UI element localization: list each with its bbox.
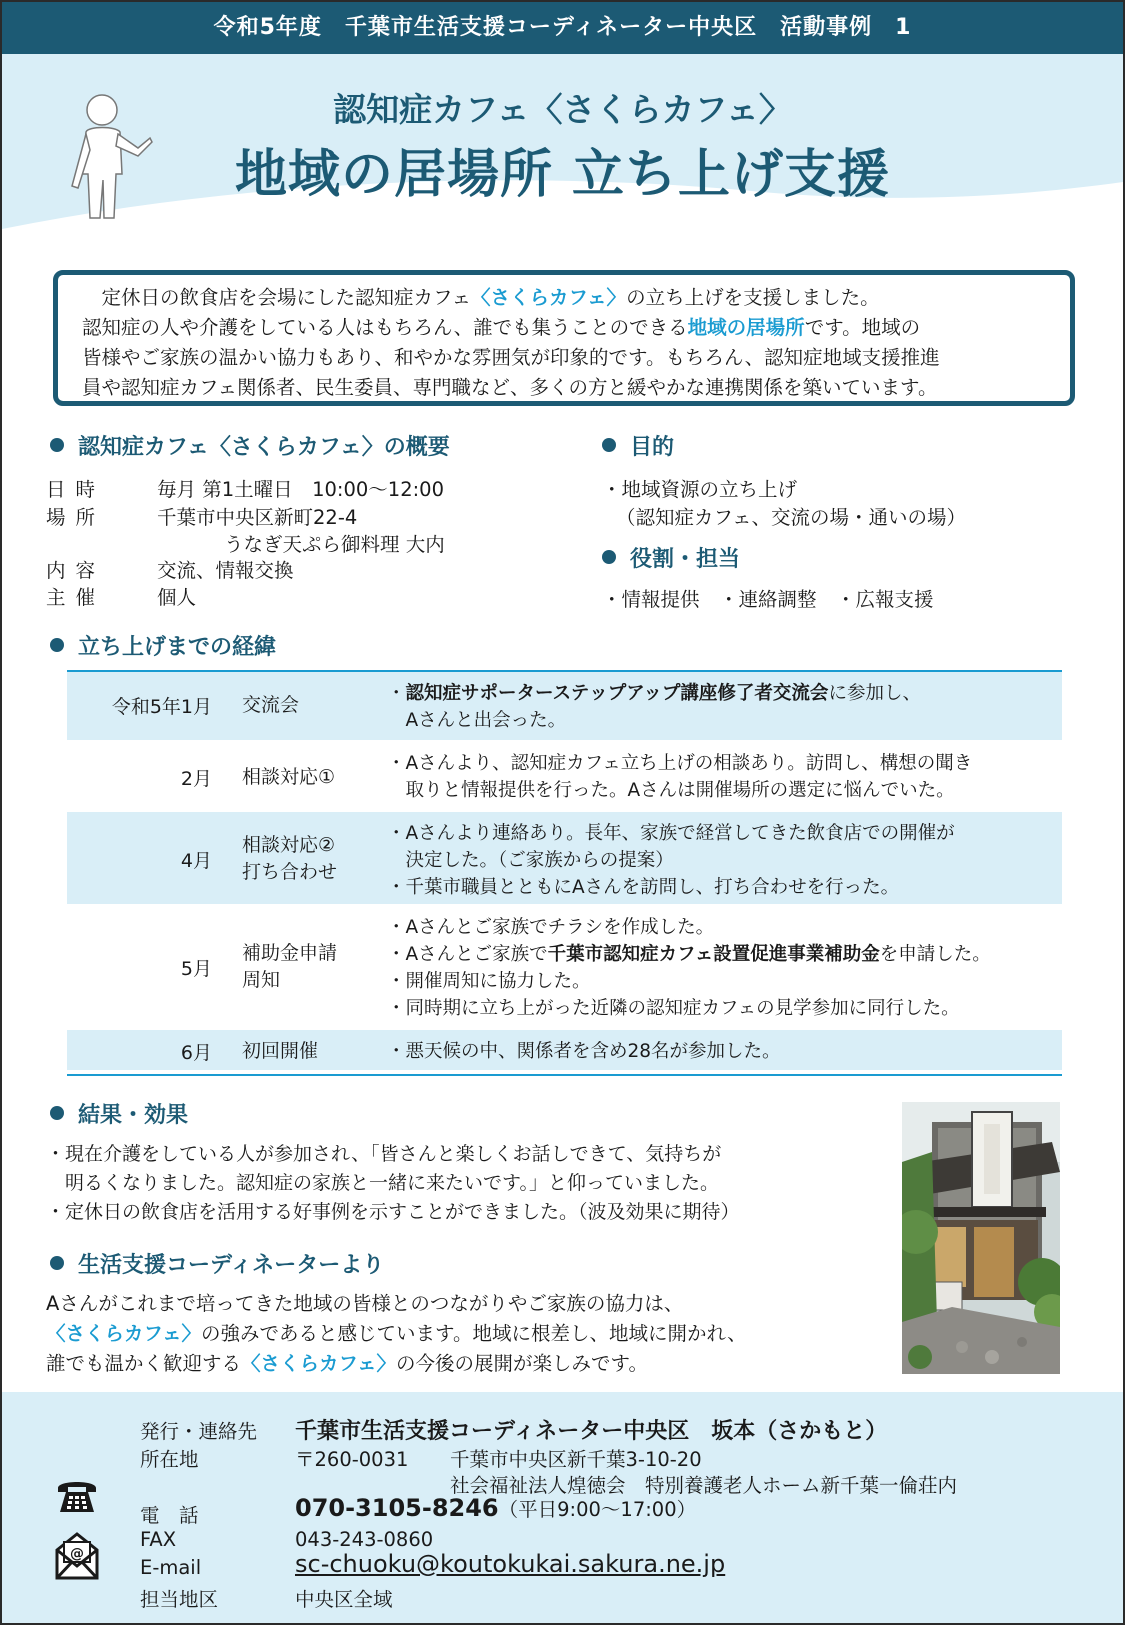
intro-text: の立ち上げを支援しました。 (626, 286, 880, 309)
host-label: 主催 (46, 586, 106, 609)
detail-line: ・Aさんより、認知症カフェ立ち上げの相談あり。訪問し、構想の聞き (387, 753, 973, 774)
detail-line: 決定した。（ご家族からの提案） (387, 850, 674, 871)
detail-line: ・Aさんとご家族でチラシを作成した。 (387, 917, 715, 938)
address-line-2: 社会福祉法人煌徳会 特別養護老人ホーム新千葉一倫荘内 (450, 1474, 958, 1497)
phone-line (295, 1494, 696, 1522)
place-value: 千葉市中央区新町22-4 (157, 506, 358, 529)
header-banner: 令和5年度 千葉市生活支援コーディネーター中央区 活動事例 1 (2, 2, 1123, 54)
date-value: 毎月 第1土曜日 10:00～12:00 (157, 478, 444, 501)
coordinator-heading-text: 生活支援コーディネーターより (78, 1253, 385, 1278)
detail-text: ・Aさんとご家族で (387, 944, 548, 965)
detail-text: を申請した。 (879, 944, 991, 965)
message-text: の強みであると感じています。地域に根差し、地域に開かれ、 (201, 1322, 747, 1345)
results-line: ・現在介護をしている人が参加され、「皆さんと楽しくお話しできて、気持ちが (46, 1143, 722, 1165)
intro-line-1 (82, 283, 1046, 313)
message-highlight: 〈さくらカフェ〉 (241, 1352, 397, 1375)
timeline-details (387, 750, 972, 804)
timeline-month: 5月 (180, 958, 212, 980)
timeline-event: 相談対応① (242, 766, 336, 788)
phone-value[interactable]: 070-3105-8246 (295, 1494, 499, 1522)
intro-line-4: 員や認知症カフェ関係者、民生委員、専門職など、多くの方と緩やかな連携関係を築いています。 (82, 376, 938, 399)
timeline-details (387, 1038, 781, 1065)
detail-bold-text: 認知症サポーターステップアップ講座修了者交流会 (405, 683, 829, 704)
overview-heading (50, 430, 450, 461)
detail-bold-text: 千葉市認知症カフェ設置促進事業補助金 (547, 944, 880, 965)
message-text: の今後の展開が楽しみです。 (396, 1352, 648, 1375)
timeline-row (67, 672, 1062, 742)
timeline-row (67, 906, 1062, 1030)
place-label: 場所 (46, 506, 106, 529)
timeline-event-line: 補助金申請 (242, 942, 338, 964)
detail-line: ・悪天候の中、関係者を含め28名が参加した。 (387, 1041, 781, 1062)
email-icon (54, 1530, 100, 1582)
message-line (46, 1349, 747, 1379)
purpose-heading-text: 目的 (630, 435, 675, 460)
intro-text: 定休日の飲食店を会場にした認知症カフェ (82, 286, 472, 309)
timeline-row (67, 812, 1062, 906)
detail-text: ・ (387, 683, 406, 704)
overview-heading-text: 認知症カフェ〈さくらカフェ〉の概要 (78, 435, 450, 460)
bullet-dot-icon (50, 1256, 64, 1270)
phone-hours: （平日9:00～17:00） (498, 1498, 697, 1521)
results-line: 明るくなりました。認知症の家族と一緒に来たいです。」と仰っていました。 (46, 1172, 719, 1194)
content-value: 交流、情報交換 (157, 559, 294, 582)
publisher-label: 発行・連絡先 (140, 1420, 258, 1443)
message-text: 誰でも温かく歓迎する (46, 1352, 242, 1375)
timeline-event (242, 832, 337, 886)
coordinator-message (46, 1289, 747, 1379)
timeline-month: 2月 (180, 768, 212, 790)
timeline-event-line: 打ち合わせ (242, 861, 338, 883)
bullet-dot-icon (602, 438, 616, 452)
detail-text: に参加し、 (828, 683, 921, 704)
timeline-row (67, 742, 1062, 812)
roles-items: ・情報提供 ・連絡調整 ・広報支援 (602, 588, 934, 611)
page-subtitle: 認知症カフェ〈さくらカフェ〉 (333, 90, 792, 129)
results-heading-text: 結果・効果 (78, 1103, 189, 1128)
results-heading (50, 1098, 188, 1129)
detail-line: ・同時期に立ち上がった近隣の認知症カフェの見学参加に同行した。 (387, 998, 960, 1019)
phone-label: 電 話 (140, 1504, 199, 1527)
postal-code: 〒260-0031 (295, 1448, 409, 1471)
detail-line: ・Aさんより連絡あり。長年、家族で経営してきた飲食店での開催が (387, 823, 955, 844)
intro-line-3: 皆様やご家族の温かい協力もあり、和やかな雰囲気が印象的です。もちろん、認知症地域支援推進 (82, 346, 940, 369)
intro-text: です。地域の (804, 316, 921, 339)
purpose-line-2: （認知症カフェ、交流の場・通いの場） (616, 506, 967, 529)
phone-icon (54, 1476, 100, 1516)
hero (2, 54, 1123, 244)
timeline-month: 6月 (180, 1042, 212, 1064)
detail-line: ・千葉市職員とともにAさんを訪問し、打ち合わせを行った。 (387, 877, 900, 898)
timeline-details (387, 914, 991, 1022)
detail-line: 取りと情報提供を行った。Aさんは開催場所の選定に悩んでいた。 (387, 780, 955, 801)
bullet-dot-icon (50, 1106, 64, 1120)
timeline-details (387, 820, 955, 901)
bullet-dot-icon (50, 638, 64, 652)
email-link[interactable]: sc-chuoku@koutokukai.sakura.ne.jp (295, 1550, 726, 1578)
timeline-event: 初回開催 (242, 1040, 319, 1062)
timeline-event: 交流会 (242, 694, 300, 716)
intro-box (53, 270, 1075, 406)
coordinator-heading (50, 1248, 384, 1279)
date-label: 日時 (46, 478, 106, 501)
timeline-month: 令和5年1月 (111, 696, 212, 718)
detail-line (387, 941, 991, 968)
detail-line (387, 680, 921, 707)
roles-heading (602, 542, 740, 573)
timeline-event-line: 周知 (242, 969, 281, 991)
host-value: 個人 (157, 586, 197, 609)
message-line (46, 1319, 747, 1349)
message-highlight: 〈さくらカフェ〉 (46, 1322, 202, 1345)
area-label: 担当地区 (140, 1588, 219, 1611)
area-value: 中央区全域 (295, 1588, 393, 1611)
content-label: 内容 (46, 559, 106, 582)
bullet-dot-icon (602, 550, 616, 564)
timeline-heading-text: 立ち上げまでの経緯 (78, 635, 277, 660)
roles-heading-text: 役割・担当 (630, 547, 741, 572)
results-text (46, 1140, 740, 1227)
timeline-row (67, 1030, 1062, 1072)
fax-label: FAX (140, 1528, 177, 1551)
bullet-dot-icon (50, 438, 64, 452)
intro-highlight: 〈さくらカフェ〉 (471, 286, 627, 309)
cafe-photo (902, 1102, 1060, 1374)
timeline-table (67, 672, 1062, 1072)
detail-line: ・開催周知に協力した。 (387, 971, 591, 992)
intro-highlight: 地域の居場所 (687, 316, 805, 339)
timeline-month: 4月 (180, 850, 212, 872)
purpose-heading (602, 430, 674, 461)
message-line: Aさんがこれまで培ってきた地域の皆様とのつながりやご家族の協力は、 (46, 1292, 684, 1315)
timeline-bottom-rule (67, 1074, 1062, 1076)
timeline-heading (50, 630, 276, 661)
intro-line-2 (82, 313, 1046, 343)
footer (2, 1392, 1123, 1623)
fax-value: 043-243-0860 (295, 1528, 434, 1551)
timeline-details (387, 680, 921, 734)
email-label: E-mail (140, 1556, 202, 1579)
timeline-event (242, 940, 337, 994)
svg-text:@: @ (70, 1546, 84, 1562)
address-label: 所在地 (140, 1448, 199, 1471)
place-value-2: うなぎ天ぷら御料理 大内 (224, 533, 445, 556)
purpose-line-1: ・地域資源の立ち上げ (602, 478, 798, 501)
results-line: ・定休日の飲食店を活用する好事例を示すことができました。（波及効果に期待） (46, 1201, 740, 1223)
detail-line: Aさんと出会った。 (387, 710, 567, 731)
address-line-1: 千葉市中央区新千葉3-10-20 (450, 1448, 702, 1471)
publisher-value: 千葉市生活支援コーディネーター中央区 坂本（さかもと） (295, 1419, 888, 1444)
intro-text: 認知症の人や介護をしている人はもちろん、誰でも集うことのできる (82, 316, 688, 339)
timeline-event-line: 相談対応② (242, 834, 336, 856)
page-title: 地域の居場所 立ち上げ支援 (234, 145, 891, 205)
